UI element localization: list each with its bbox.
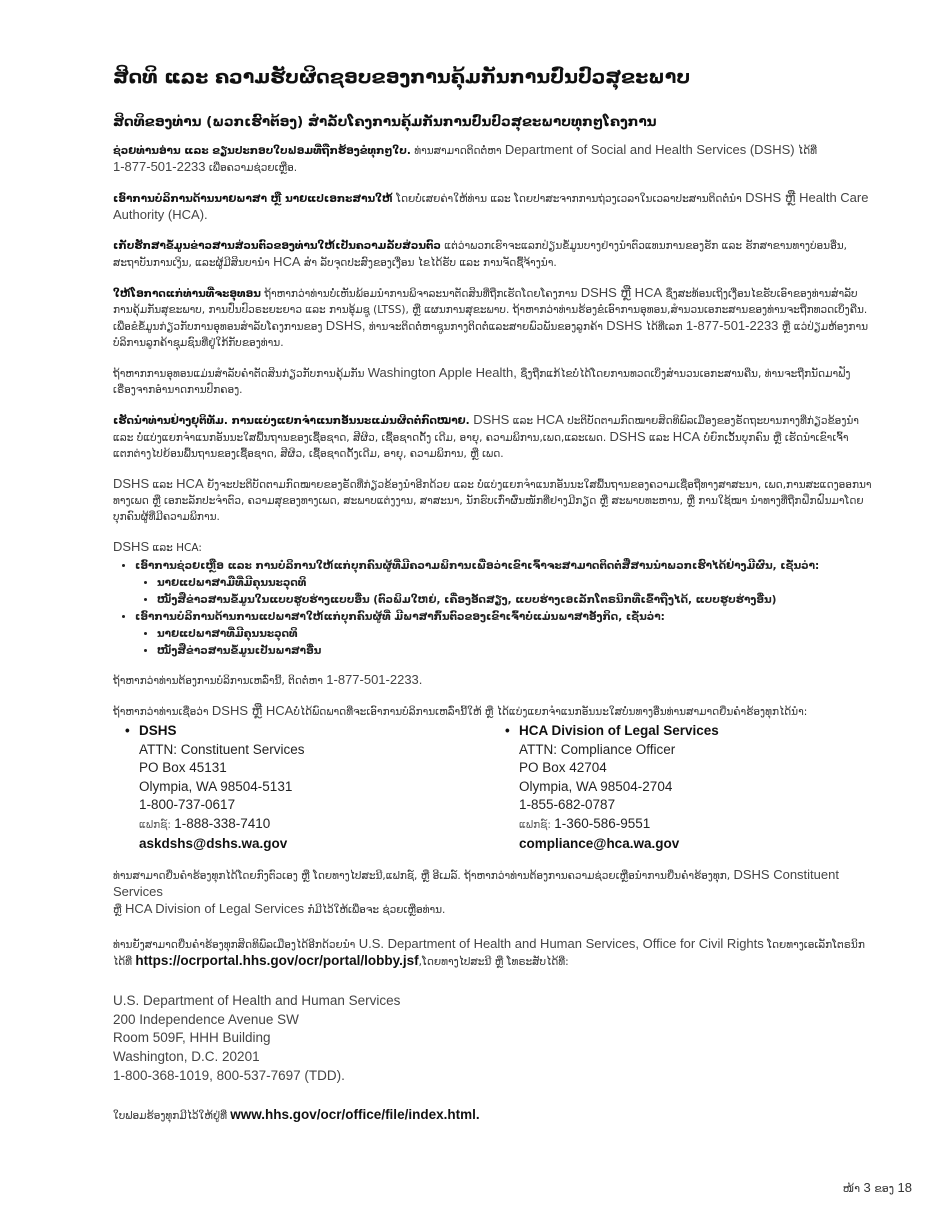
hhs-mailing-address: [113, 992, 873, 1085]
org-name: DSHS ຫຼື Health Care Authority (HCA).: [113, 190, 869, 222]
paragraph-lead: ເກັບຮັກສາຂໍ້ມູນຂ່າວສານສ່ວນຕົວຂອງທ່ານໃຫ້ເປັນຄວາມລັບສ່ວນຕົວ: [113, 240, 441, 252]
org-name: DSHS,: [325, 318, 366, 333]
paragraph-text: ແລະ: [509, 415, 537, 427]
page-of-label: ຂອງ: [870, 1182, 898, 1195]
sub-list: [135, 626, 873, 660]
paragraph-text: ທ່ານຍັງສາມາດຍື່ນຄໍາຮ້ອງທຸກສິດທິພົລເມືອງໄດ້ອີກດ້ວຍນໍາ: [113, 939, 359, 952]
list-item: [135, 609, 873, 660]
address-fax: [139, 815, 493, 835]
paragraph-text: ບໍ່ໄດ້ພົດພາດທີ່ຈະເອົາການບໍລິການເຫລົ່ານີ້ໃຫ້ ຫຼື ໄດ້ແບ່ງແຍກຈຳແນກອັນນະໃສບໍ່ນທາງອື່ນທ່ານສາມາດຍື່ນຄໍາຮ້ອງທຸກໄດ້ນໍາ:: [293, 706, 808, 718]
paragraph-text: ໄດ້ທີ່: [794, 145, 817, 157]
paragraph-text: ຍັງຈະປະຕິບັດຕາມກົດໝາຍຂອງຣັດທີ່ກ່ຽວຂ້ອງນໍາອີກດ້ວຍ ແລະ ບໍ່ແບ່ງແຍກຈຳແນກອັນນະໃສພື້ນຖານຂອງຄວາມເຊື່ອຖືທາງສາສະນາ, ເພດ,ການສະແດງອອກນາທາງເພດ ຫຼື ເອກະລັກປະຈຳຕົວ, ຄວາມສຸຂອງທາງເພດ, ສະພາບແຕ່ງງານ, ສາສະນາ, ນັກຮົບເກົ່າຜົ່ນໜັກທີ່ຢາງມີກຽດ ຫຼື ສະພາບທະຫານ, ຫຼື ການໃຊ້ໝາ ນໍາທາງທີ່ຖືກຝຶກຝົນມາໂດຍບຸກຄົນຜູ້ທີ່ມີຄວາມພິການ.: [113, 479, 872, 523]
phone-number: 1-877-501-2233: [113, 159, 206, 174]
paragraph-privacy: [113, 238, 873, 271]
org-name: HCA Division of Legal Services: [124, 901, 305, 917]
org-name: HCA: [672, 429, 701, 444]
page-label: ໜ້າ: [842, 1182, 864, 1195]
paragraph-forms-link: [113, 1107, 873, 1124]
paragraph-text: ຖ້າຫາກການອຸທອນແມ່ນສໍາລັບຄໍາຕັດສິນກ່ຽວກັບການຄຸ້ມກັນ: [113, 368, 368, 380]
address-city: Olympia, WA 98504-5131: [139, 778, 293, 794]
phone-number: 1-877-501-2233.: [326, 672, 423, 687]
address-email[interactable]: compliance@hca.wa.gov: [519, 835, 680, 851]
page-title: ສິດທິ ແລະ ຄວາມຮັບຜິດຊອບຂອງການຄຸ້ມກັນການປົ່ນປົວສຸຂະພາບ: [113, 66, 691, 88]
sub-list-item: • ໜັງສືຂ່າວສານຂໍ້ມູນເປັນພາສາອື່ນ: [157, 643, 873, 660]
fax-number: 1-888-338-7410: [174, 815, 271, 831]
paragraph-lead: ເຮັດນໍາທ່ານຢ່າງຍຸຕິທັມ. ການແບ່ງແຍກຈຳແນກອັນນະແມ່ນຜິດຕໍ່ກົດໝາຍ.: [113, 415, 470, 427]
paragraph-text: ແລະ: [149, 479, 177, 491]
sub-list-item: • ໜັງສືຂ່າວສານຂໍ້ມູນໃນແບບຮູບຮ່າງແບບອື່ນ (ຕົວພິມໃຫຍ່, ເຄື່ອງອັດສຽງ, ແບບຮ່າງເອເລັກໂຕຣນິກທີ່ເຂົ້າຖືງໄດ້, ແບບຮູບຮ່າງອື່ນ): [157, 592, 873, 609]
ocr-portal-link[interactable]: https://ocrportal.hhs.gov/ocr/portal/lobby.jsf: [135, 953, 419, 969]
sub-list: [135, 575, 873, 609]
paragraph-text: ຊຶ່ງຖືກແກ້ໄຂບໍ່ໄດ້ໂດຍການທວດເບິ່ງສໍານວນເອກະສານຄືນ, ທ່ານຈະຖືກນັດມາຟັງເຣື່ອງຈາກອໍານາດການປົກຄອງ.: [113, 368, 851, 396]
org-name: Department of Social and Health Services (DSHS): [504, 142, 795, 157]
paragraph-lead: ໃຫ້ໂອກາດແກ່ທ່ານທີ່ຈະອຸທອນ: [113, 288, 261, 300]
org-name: DSHS: [113, 539, 150, 554]
fax-label: ແຟກຊ໌:: [139, 818, 175, 831]
paragraph-text: ແຕ່ວ່າພວກເຮົາຈະແລກປ່ຽນຂໍ້ມູນບາງຢ່າງນໍາຕົວແທນການຂອງຮັກ ແລະ ຮັກສາຂານທາງບ່ອນອື່ນ, ສະຖາບັນການເງິນ, ແລະຜູ້ມີສິນບານໍາ: [113, 240, 848, 269]
fax-number: 1-360-586-9551: [554, 815, 651, 831]
address-name: • DSHS: [139, 722, 493, 741]
paragraph-text: ໂດຍທາງເອເລັກໂຕຣນິກໄດ້ທີ່: [113, 939, 865, 969]
address-columns: [113, 722, 873, 853]
address-fax: [519, 815, 873, 835]
paragraph-apple-health: [113, 365, 873, 398]
hhs-forms-link[interactable]: www.hhs.gov/ocr/office/file/index.html.: [230, 1107, 480, 1123]
mailing-line: Washington, D.C. 20201: [113, 1048, 260, 1064]
paragraph-appeal: [113, 285, 873, 351]
paragraph-lead: ຊ່ວຍທ່ານອ່ານ ແລະ ຂຽນປະກອບໃບຟອມທີ່ຖືກຮ້ອງຂໍທຸກໆໃບ.: [113, 145, 411, 157]
org-name: DSHS: [606, 318, 643, 333]
paragraph-text: ຊຶ່ງສະທ້ອນເຖິງເງື່ອນໄຂຮັບເອົາຂອງທ່ານສໍາລັບການຄຸ້ມກັນສຸຂະພາບ, ການປົ່ນປົວຣະຍະຍາວ ແລະ ການອຸ້ມຊູ (LTSS), ຫຼື ແຜນການສຸຂະພາບ. ຖ້າຫາກວ່າທ່ານຮ້ອງຂໍເອົາການອຸທອນ,ສໍານວນເອກະສານຂອງທ່ານຈະຖືກທວດເບິ່ງຄືນ. ເພື່ອຂໍຂໍ້ມູນກ່ຽວກັບການອຸທອນສໍາລັບໂຄງການຂອງ: [113, 288, 868, 333]
address-phone: 1-855-682-0787: [519, 797, 616, 813]
phone-number: 1-877-501-2233: [685, 318, 779, 333]
address-list: [493, 722, 873, 853]
mailing-line: Room 509F, HHH Building: [113, 1030, 271, 1046]
address-box: PO Box 45131: [139, 760, 227, 776]
org-name: DSHS ຫຼື HCA: [580, 285, 663, 300]
page-number: 3: [863, 1180, 871, 1195]
address-email[interactable]: askdshs@dshs.wa.gov: [139, 835, 288, 851]
address-box: PO Box 42704: [519, 760, 607, 776]
org-name: HCA: [176, 476, 204, 491]
address-hca: [493, 722, 873, 853]
paragraph-text: ແລະ HCA:: [149, 542, 202, 554]
page-footer: [843, 1180, 912, 1195]
org-name: U.S. Department of Health and Human Services, Office for Civil Rights: [358, 936, 764, 952]
paragraph-text: ບໍ່ຍົກເວັ້ນບຸກຄົນ ຫຼື ເຮັດນໍາເຂົາເຈົ້າແຕກຕ່າງໄປຍ້ອນພື້ນຖານຂອງເຊື້ອຊາດ, ສີຜິວ, ເຊື້ອຊາດດັ້ງເດີມ, ອາຍຸ, ຄວາມພິການ, ຫຼື ເພດ.: [113, 432, 849, 460]
paragraph-text: ປະຕິບັດຕາມກົດໝາຍສິດທິພົລເມືອງຂອງຣັດຖະບານກາງທີ່ກ່ຽວຂ້ອງນໍາ ແລະ ບໍ່ແບ່ງແຍກຈຳແນກອັນນະໃສພື້ນຖານຂອງເຊື້ອຊາດ, ສີຜິວ, ເຊື້ອຊາດດັ້ງ ເດີມ, ອາຍຸ, ຄວາມພິການ,ເພດ,ແລະເພດ.: [113, 415, 859, 444]
section-subtitle: ສິດທິຂອງທ່ານ (ພວກເຮົາຕ້ອງ) ສໍາລັບໂຄງການຄຸ້ມກັນການປົ່ນປົວສຸຂະພາບທຸກໆໂຄງການ: [113, 114, 657, 130]
address-dshs: [113, 722, 493, 853]
sub-list-item: • ນາຍແປພາສາມືທີ່ມີຄຸນນະວຸດທິ: [157, 575, 873, 592]
mailing-line: 200 Independence Avenue SW: [113, 1011, 299, 1027]
org-name: HCA: [273, 254, 301, 269]
paragraph-text: ຖ້າຫາກວ່າທ່ານຕ້ອງການບໍລິການເຫລົ່ານີ້, ຕິດຕໍ່ຫາ: [113, 675, 327, 687]
paragraph-text: ຖ້າຫາກວ່າທ່ານເຊື່ອວ່າ: [113, 706, 212, 718]
services-list: [113, 558, 873, 660]
paragraph-text: ,ໂດຍທາງໄປສະນີ ຫຼື ໂທຣະສັບໄດ້ທີ່:: [418, 956, 569, 969]
page-total: 18: [897, 1180, 912, 1195]
org-name: Washington Apple Health,: [367, 365, 517, 380]
address-attn: ATTN: Constituent Services: [139, 741, 305, 757]
paragraph-complaint-intro: [113, 703, 873, 720]
address-phone: 1-800-737-0617: [139, 797, 236, 813]
paragraph-interpreter: [113, 190, 873, 224]
list-item-label: ເອົາການຊ່ວຍເຫຼືອ ແລະ ການບໍລິການໃຫ້ແກ່ບຸກຄົນຜູ້ທີ່ມີຄວາມພິການເພື່ອວ່າເຂົາເຈົ້າຈະສາມາດຕິດຕໍ່ສື່ສານນໍາພວກເຮົາໄດ້ຢ່າງມີຜົນ, ເຊັ່ນວ່າ:: [135, 560, 820, 572]
mailing-line: 1-800-368-1019, 800-537-7697 (TDD).: [113, 1067, 345, 1083]
fax-label: ແຟກຊ໌:: [519, 818, 555, 831]
list-item: [135, 558, 873, 609]
paragraph-complaint-methods: [113, 867, 873, 918]
address-attn: ATTN: Compliance Officer: [519, 741, 676, 757]
paragraph-text: ແລະ: [645, 432, 673, 444]
mailing-line: U.S. Department of Health and Human Services: [113, 993, 401, 1009]
org-name: DSHS: [469, 412, 510, 427]
address-list: [113, 722, 493, 853]
paragraph-text: ທ່ານສາມາດຕິດຕໍ່ຫາ: [410, 145, 505, 157]
paragraph-text: ໂດຍບໍ່ເສຍຄ່າໃຫ້ທ່ານ ແລະ ໂດຍປາສະຈາກການຖ່ວງເວລາໃນເວລາປະສານຕິດຕໍ່ນໍາ: [392, 193, 746, 205]
org-name: HCA: [536, 412, 564, 427]
paragraph-text: ຫຼື ແວ່ປ່ຽມຫ້ອງການບໍລິການລູກຄ້າຊຸມຊົນທີ່ຢູ່ໃກ້ກັບຂອງທ່ານ.: [113, 321, 869, 349]
paragraph-text: ທ່ານສາມາດຍື່ນຄໍາຮ້ອງທຸກໄດ້ໂດຍກົງຕົວເອງ ຫຼື ໂດຍທາງໄປສະນີ,ແຟກຊ໌, ຫຼື ອີເມລ໌. ຖ້າຫາກວ່າທ່ານຕ້ອງການຄວາມຊ່ວຍເຫຼືອນໍາການຍື່ນຄໍາຮ້ອງທຸກ,: [113, 870, 734, 883]
paragraph-text: ກໍມີໄວ້ໃຫ້ເພື່ອຈະ ຊ່ວຍເຫຼືອທ່ານ.: [304, 904, 446, 917]
paragraph-text: ໄດ້ທີ່ເລກ: [642, 321, 686, 333]
org-name: DSHS Constituent Services: [113, 867, 839, 900]
paragraph-forms-help: [113, 142, 873, 176]
paragraph-ocr: [113, 936, 873, 970]
address-name: • HCA Division of Legal Services: [519, 722, 873, 741]
paragraph-text: ໃບຟອມຮ້ອງທຸກມີໄວ້ໃຫ້ຢູ່ທີ່: [113, 1110, 231, 1123]
paragraph-text: ຖ້າຫາກວ່າທ່ານບໍ່ເຫັນພ້ອມນໍາການພິຈາລະນາຕັດສິນທີ່ຖືກເຮັດໂດຍໂຄງການ: [260, 288, 581, 300]
paragraph-contact-services: [113, 672, 873, 689]
paragraph-text: ເພື່ອຄວາມຊ່ວຍເຫຼືອ.: [205, 162, 298, 174]
paragraph-text: ຫຼື: [113, 904, 125, 917]
address-city: Olympia, WA 98504-2704: [519, 778, 673, 794]
sub-list-item: • ນາຍແປພາສາທີ່ມີຄຸນນະວຸດທິ: [157, 626, 873, 643]
org-name: DSHS: [113, 476, 150, 491]
paragraph-state-law: [113, 476, 873, 525]
paragraph-lead: ເອົາການບໍລິການດ້ານນາຍພາສາ ຫຼື ນາຍແປເອກະສານໃຫ້: [113, 193, 393, 205]
org-name: DSHS ຫຼື HCA: [211, 703, 294, 718]
paragraph-text: ສໍາ ລັບຈຸດປະສົງຂອງເງື່ອນ ໄຂໄດ້ຮັບ ແລະ ການຈັດຊື້ຈ້າງນໍາ.: [300, 257, 557, 269]
paragraph-text: ທ່ານຈະຕິດຕໍ່ຫາຊູນກາງຕິດຕໍ່ແລະສາຍພົວພັນຂອງລູກຄ້າ: [365, 321, 607, 333]
document-page: [113, 64, 873, 1138]
paragraph-nondiscrimination: [113, 412, 873, 462]
list-item-label: ເອົາການບໍລິການດ້ານການແປພາສາໃຫ້ແກ່ບຸກຄົນຜູ້ທີ່ ມີພາສາກົ້ນຕົວຂອງເຂົາເຈົ້າບໍ່ແມ່ນພາສາອັງກິດ, ເຊັ່ນວ່າ:: [135, 611, 665, 623]
org-name: DSHS: [609, 429, 646, 444]
list-intro: [113, 539, 873, 556]
